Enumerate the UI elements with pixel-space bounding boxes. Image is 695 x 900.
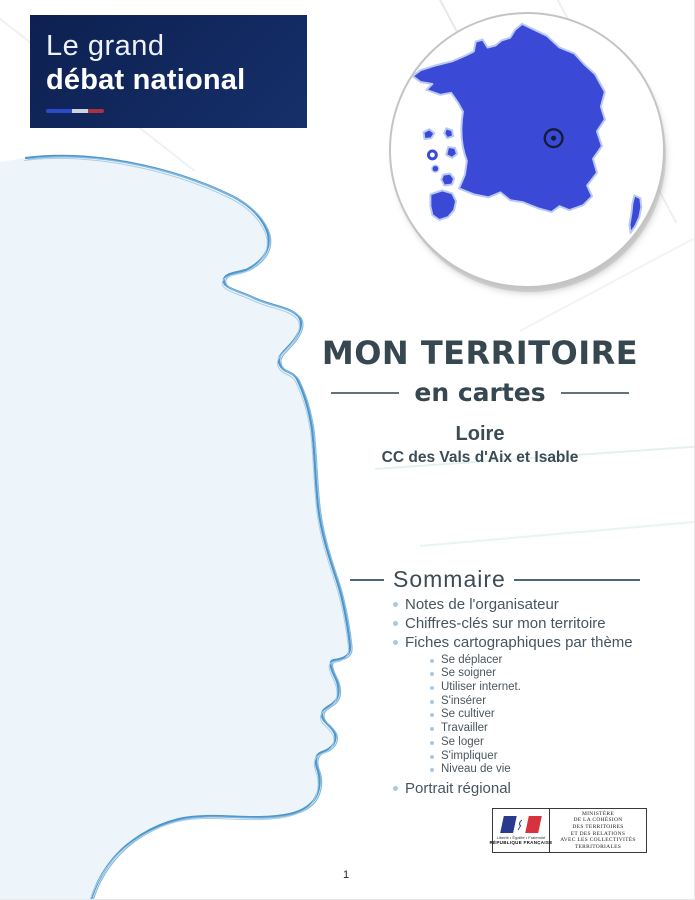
ministry-name-line: MINISTÈRE [581, 810, 615, 817]
ministry-name-line: ET DES RELATIONS [570, 830, 626, 837]
grand-debat-logo [30, 15, 307, 128]
list-item-label: Notes de l'organisateur [405, 596, 559, 613]
list-item-label: Se loger [441, 735, 484, 748]
bullet-icon [430, 741, 434, 745]
bullet-icon [430, 672, 434, 676]
theme-sublist [430, 654, 683, 777]
territory-name: Loire [455, 423, 505, 445]
bullet-icon [430, 700, 434, 704]
sommaire-dash [350, 579, 384, 581]
title-rule-left [331, 392, 399, 394]
ministry-name [550, 809, 646, 852]
list-item [430, 750, 683, 764]
sommaire-rule [514, 579, 640, 581]
sommaire-list [393, 595, 683, 798]
france-medallion [389, 12, 665, 288]
sommaire-heading-row [350, 566, 640, 593]
list-item-label: Portrait régional [405, 779, 511, 797]
list-item [430, 722, 683, 736]
bullet-icon [430, 768, 434, 772]
list-item [430, 681, 683, 695]
ministry-logo-block [489, 808, 647, 853]
french-flag-icon [500, 816, 542, 833]
list-item-label: Chiffres-clés sur mon territoire [405, 615, 606, 633]
bullet-icon [430, 686, 434, 690]
france-map [391, 14, 663, 286]
corsica-shape [629, 195, 641, 232]
page-number: 1 [342, 869, 350, 881]
ministry-name-line: DES TERRITOIRES [572, 823, 624, 830]
sommaire-heading: Sommaire [393, 566, 506, 592]
ministry-name-line: DE LA COHÉSION [573, 817, 623, 824]
bullet-icon [430, 659, 434, 663]
title-block [300, 334, 660, 467]
list-item-label: Se cultiver [441, 708, 495, 721]
guyane-shape [430, 190, 456, 220]
bullet-icon [430, 755, 434, 759]
list-item [393, 614, 683, 633]
flag-caption: Liberté • Égalité • Fraternité [496, 835, 546, 840]
list-item [393, 595, 683, 614]
ministry-name-line: TERRITORIALES [574, 843, 622, 850]
marianne-icon [516, 819, 527, 831]
list-item-label: Se soigner [441, 667, 496, 680]
list-item [393, 779, 683, 798]
list-item-label: Niveau de vie [441, 763, 511, 776]
logo-line1: Le grand [46, 30, 165, 62]
republique-francaise-logo [489, 809, 553, 852]
list-item-label: S'impliquer [441, 749, 498, 762]
epci-name: CC des Vals d'Aix et Isable [381, 449, 579, 466]
ministry-name-line: AVEC LES COLLECTIVITÉS [560, 837, 636, 844]
page-title: MON TERRITOIRE [321, 334, 639, 372]
bullet-icon [430, 713, 434, 717]
list-item-label: S'insérer [441, 694, 487, 707]
list-item [430, 695, 683, 709]
list-item [430, 763, 683, 777]
bullet-icon [393, 602, 398, 607]
page-subtitle: en cartes [414, 378, 546, 407]
list-item [430, 708, 683, 722]
list-item [393, 633, 683, 652]
bullet-icon [393, 640, 398, 645]
list-item [430, 736, 683, 750]
title-rule-right [561, 392, 629, 394]
list-item-label: Fiches cartographiques par thème [405, 634, 633, 652]
list-item [430, 654, 683, 668]
list-item-label: Travailler [441, 722, 488, 735]
bullet-icon [393, 786, 398, 791]
logo-line2: débat national [46, 64, 246, 96]
bullet-icon [393, 621, 398, 626]
list-item-label: Utiliser internet. [441, 681, 521, 694]
tricolor-underline-icon [46, 109, 104, 113]
flag-caption-republic: RÉPUBLIQUE FRANÇAISE [489, 840, 553, 845]
list-item [430, 667, 683, 681]
bullet-icon [430, 727, 434, 731]
list-item-label: Se déplacer [441, 653, 503, 666]
